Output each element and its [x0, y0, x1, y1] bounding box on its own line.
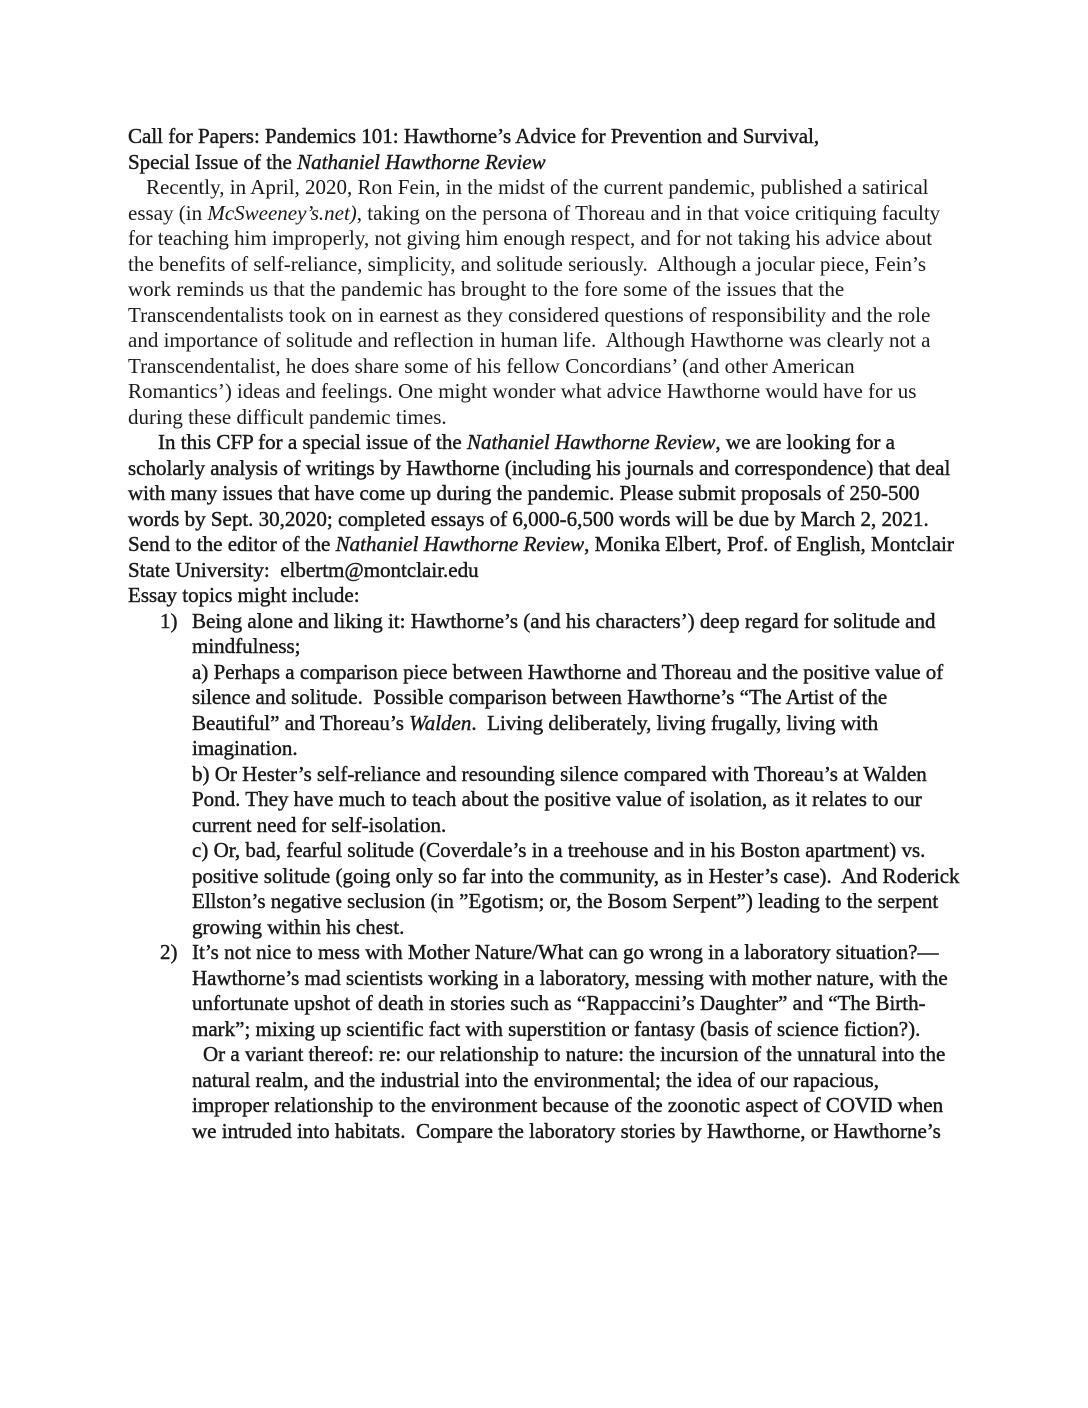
topic-2-lead: It’s not nice to mess with Mother Nature/What can go wrong in a laboratory situation?—Hawthorne’s mad scientists working in a laboratory, messing with mother nature, with the unfortunate upshot of death in stories such as “Rappaccini’s Daughter” and “The Birth-mark”; mixing up scientific fact with superstition or fantasy (basis of science fiction?). [192, 940, 953, 1041]
cfp-subtitle: Special Issue of the Nathaniel Hawthorne Review [128, 149, 546, 174]
topic-2-variant: Or a variant thereof: re: our relationship to nature: the incursion of the unnatural into the natural realm, and the industrial into the environmental; the idea of our rapacious, improper relationship to the environment because of the zoonotic aspect of COVID when we intruded into habitats. Compare the laboratory stories by Hawthorne, or Hawthorne’s [192, 1042, 951, 1143]
topic-1-lead: Being alone and liking it: Hawthorne’s (and his characters’) deep regard for solitude and mindfulness; [192, 608, 941, 658]
cfp-title: Call for Papers: Pandemics 101: Hawthorne’s Advice for Prevention and Survival, [128, 124, 820, 148]
topic-1-marker: 1) [160, 608, 178, 633]
essay-topics-list [128, 608, 965, 1145]
topic-1-subitem-c: c) Or, bad, fearful solitude (Coverdale’s in a treehouse and in his Boston apartment) vs. positive solitude (going only so far into the community, as in Hester’s case). And Roderick Ellston’s negative seclusion (in ”Egotism; or, the Bosom Serpent”) leading to the serpent growing within his chest. [192, 838, 965, 939]
cfp-details-paragraph: In this CFP for a special issue of the Nathaniel Hawthorne Review, we are looking for a scholarly analysis of writings by Hawthorne (including his journals and correspondence) that deal with many issues that have come up during the pandemic. Please submit proposals of 250-500 words by Sept. 30,2020; completed essays of 6,000-6,500 words will be due by March 2, 2021. Send to the editor of the Nathaniel Hawthorne Review, Monika Elbert, Prof. of English, Montclair State University: elbertm@montclair.edu [128, 430, 960, 582]
topic-1-subitem-b: b) Or Hester’s self-reliance and resounding silence compared with Thoreau’s at Walden Pond. They have much to teach about the positive value of isolation, as it relates to our current need for self-isolation. [192, 761, 933, 837]
topic-item-2 [128, 940, 960, 1144]
intro-paragraph: Recently, in April, 2020, Ron Fein, in the midst of the current pandemic, published a satirical essay (in McSweeney’s.net), taking on the persona of Thoreau and in that voice critiquing faculty for teaching him improperly, not giving him enough respect, and for not taking his advice about the benefits of self-reliance, simplicity, and solitude seriously. Although a jocular piece, Fein’s work reminds us that the pandemic has brought to the fore some of the issues that the Transcendentalists took on in earnest as they considered questions of responsibility and the role and importance of solitude and reflection in human life. Although Hawthorne was clearly not a Transcendentalist, he does share some of his fellow Concordians’ (and other American Romantics’) ideas and feelings. One might wonder what advice Hawthorne would have for us during these difficult pandemic times. [128, 175, 946, 429]
editor-email: elbertm@montclair.edu [280, 557, 479, 582]
topic-1-subitem-a: a) Perhaps a comparison piece between Hawthorne and Thoreau and the positive value of silence and solitude. Possible comparison between Hawthorne’s “The Artist of the Beautiful” and Thoreau’s Walden. Living deliberately, living frugally, living with imagination. [192, 659, 949, 760]
essay-topics-heading: Essay topics might include: [128, 583, 360, 607]
topic-item-1 [128, 608, 965, 941]
topic-2-marker: 2) [160, 940, 178, 964]
